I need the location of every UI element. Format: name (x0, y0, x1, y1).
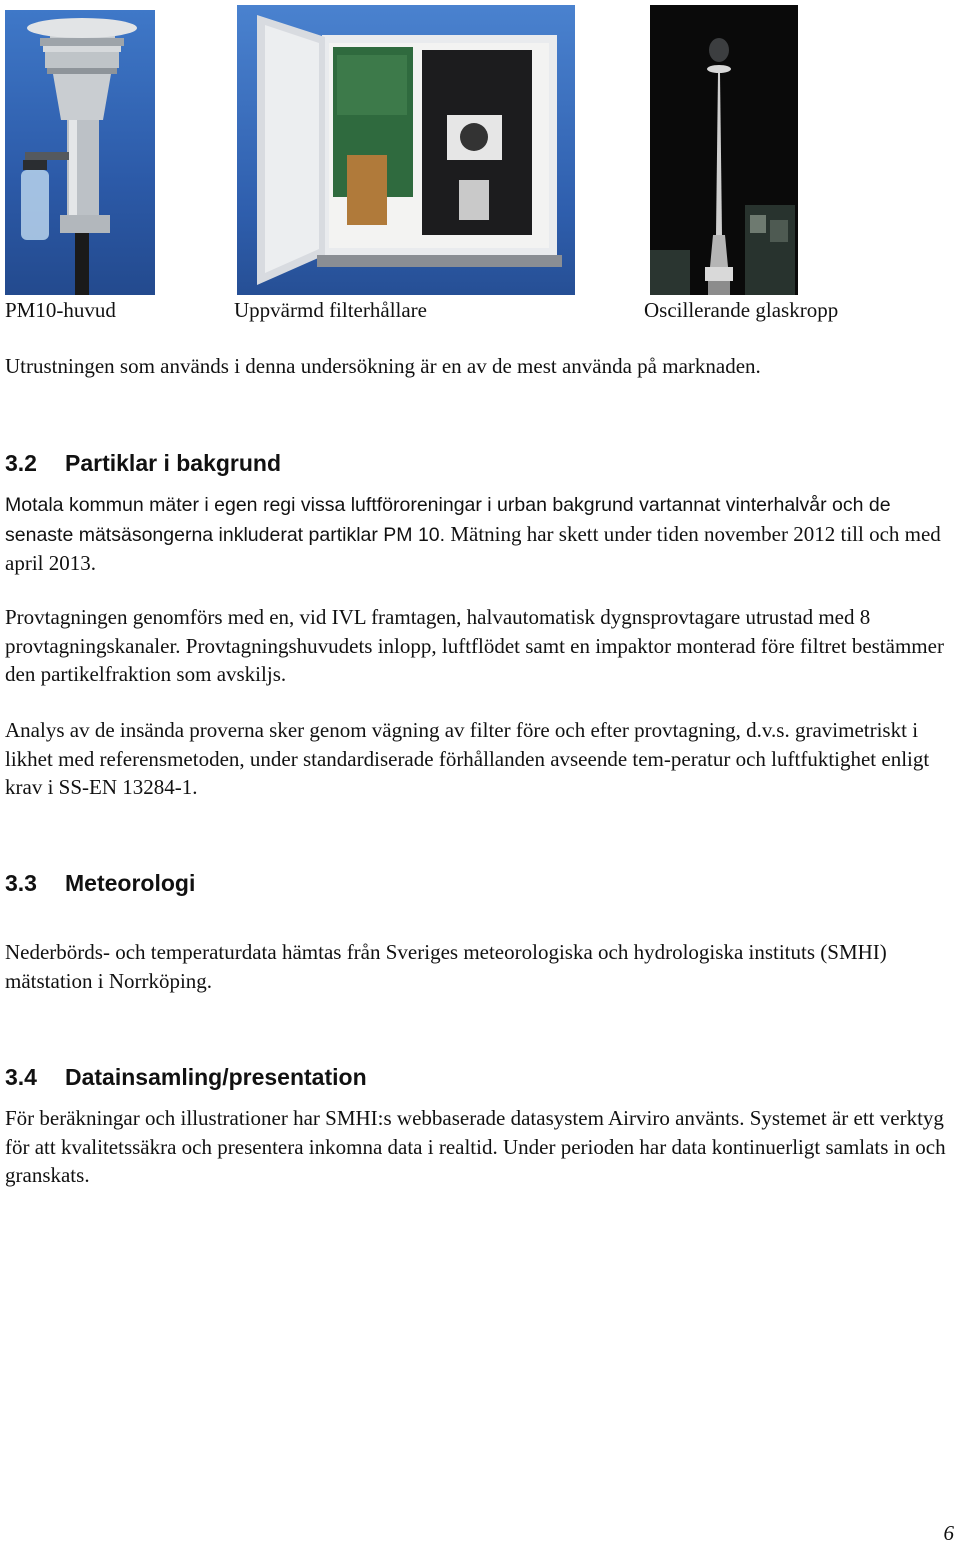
section-number: 3.4 (5, 1064, 37, 1090)
section-3-2-heading (5, 448, 281, 478)
section-3-2-paragraph-3: Analys av de insända proverna sker genom vägning av filter före och efter provtagning, d.v.s. gravimetriskt i likhet med referensmetoden, under standardiserade förhållanden avseende tem-peratur och luftfuktighet enligt krav i SS-EN 13284-1. (5, 718, 930, 799)
caption-pm10-head: PM10-huvud (5, 298, 116, 322)
filter-holder-photo (237, 5, 575, 295)
section-3-2-paragraph-1 (5, 490, 957, 578)
caption-oscillating-glass: Oscillerande glaskropp (644, 298, 839, 322)
paragraph-serif-part: Mätning har skett under tiden november 2012 till och med april 2013. (5, 521, 941, 575)
section-3-3-heading (5, 868, 195, 898)
section-title: Datainsamling/presentation (65, 1064, 367, 1090)
oscillating-glass-photo (650, 5, 798, 295)
section-3-3-paragraph-1: Nederbörds- och temperaturdata hämtas från Sveriges meteorologiska och hydrologiska instituts (SMHI) mätstation i Norrköping. (5, 940, 887, 993)
pm10-head-photo (5, 10, 155, 295)
section-3-2-paragraph-2: Provtagningen genomförs med en, vid IVL framtagen, halvautomatisk dygnsprovtagare utrustad med 8 provtagningskanaler. Provtagningshuvudets inlopp, luftflödet samt en impaktor monterad före filtret bestämmer den partikelfraktion som avskiljs. (5, 605, 944, 686)
section-3-4-heading (5, 1062, 367, 1092)
paragraph-sans-part: Motala kommun mäter i egen regi vissa luftföroreningar i urban bakgrund vartannat vinterhalvår och de senaste mätsäsongerna inkluderat partiklar PM 10. (5, 494, 891, 546)
intro-paragraph: Utrustningen som används i denna undersökning är en av de mest använda på marknaden. (5, 354, 761, 378)
section-number: 3.3 (5, 870, 37, 896)
page-number: 6 (943, 1521, 954, 1545)
section-number: 3.2 (5, 450, 37, 476)
section-3-4-paragraph-1: För beräkningar och illustrationer har SMHI:s webbaserade datasystem Airviro använts. Systemet är ett verktyg för att kvalitetssäkra och presentera inkomna data i realtid. Under perioden har data kontinuerligt samlats in och granskats. (5, 1106, 946, 1187)
caption-filter-holder: Uppvärmd filterhållare (234, 298, 427, 322)
section-title: Partiklar i bakgrund (65, 450, 282, 476)
section-title: Meteorologi (65, 870, 196, 896)
